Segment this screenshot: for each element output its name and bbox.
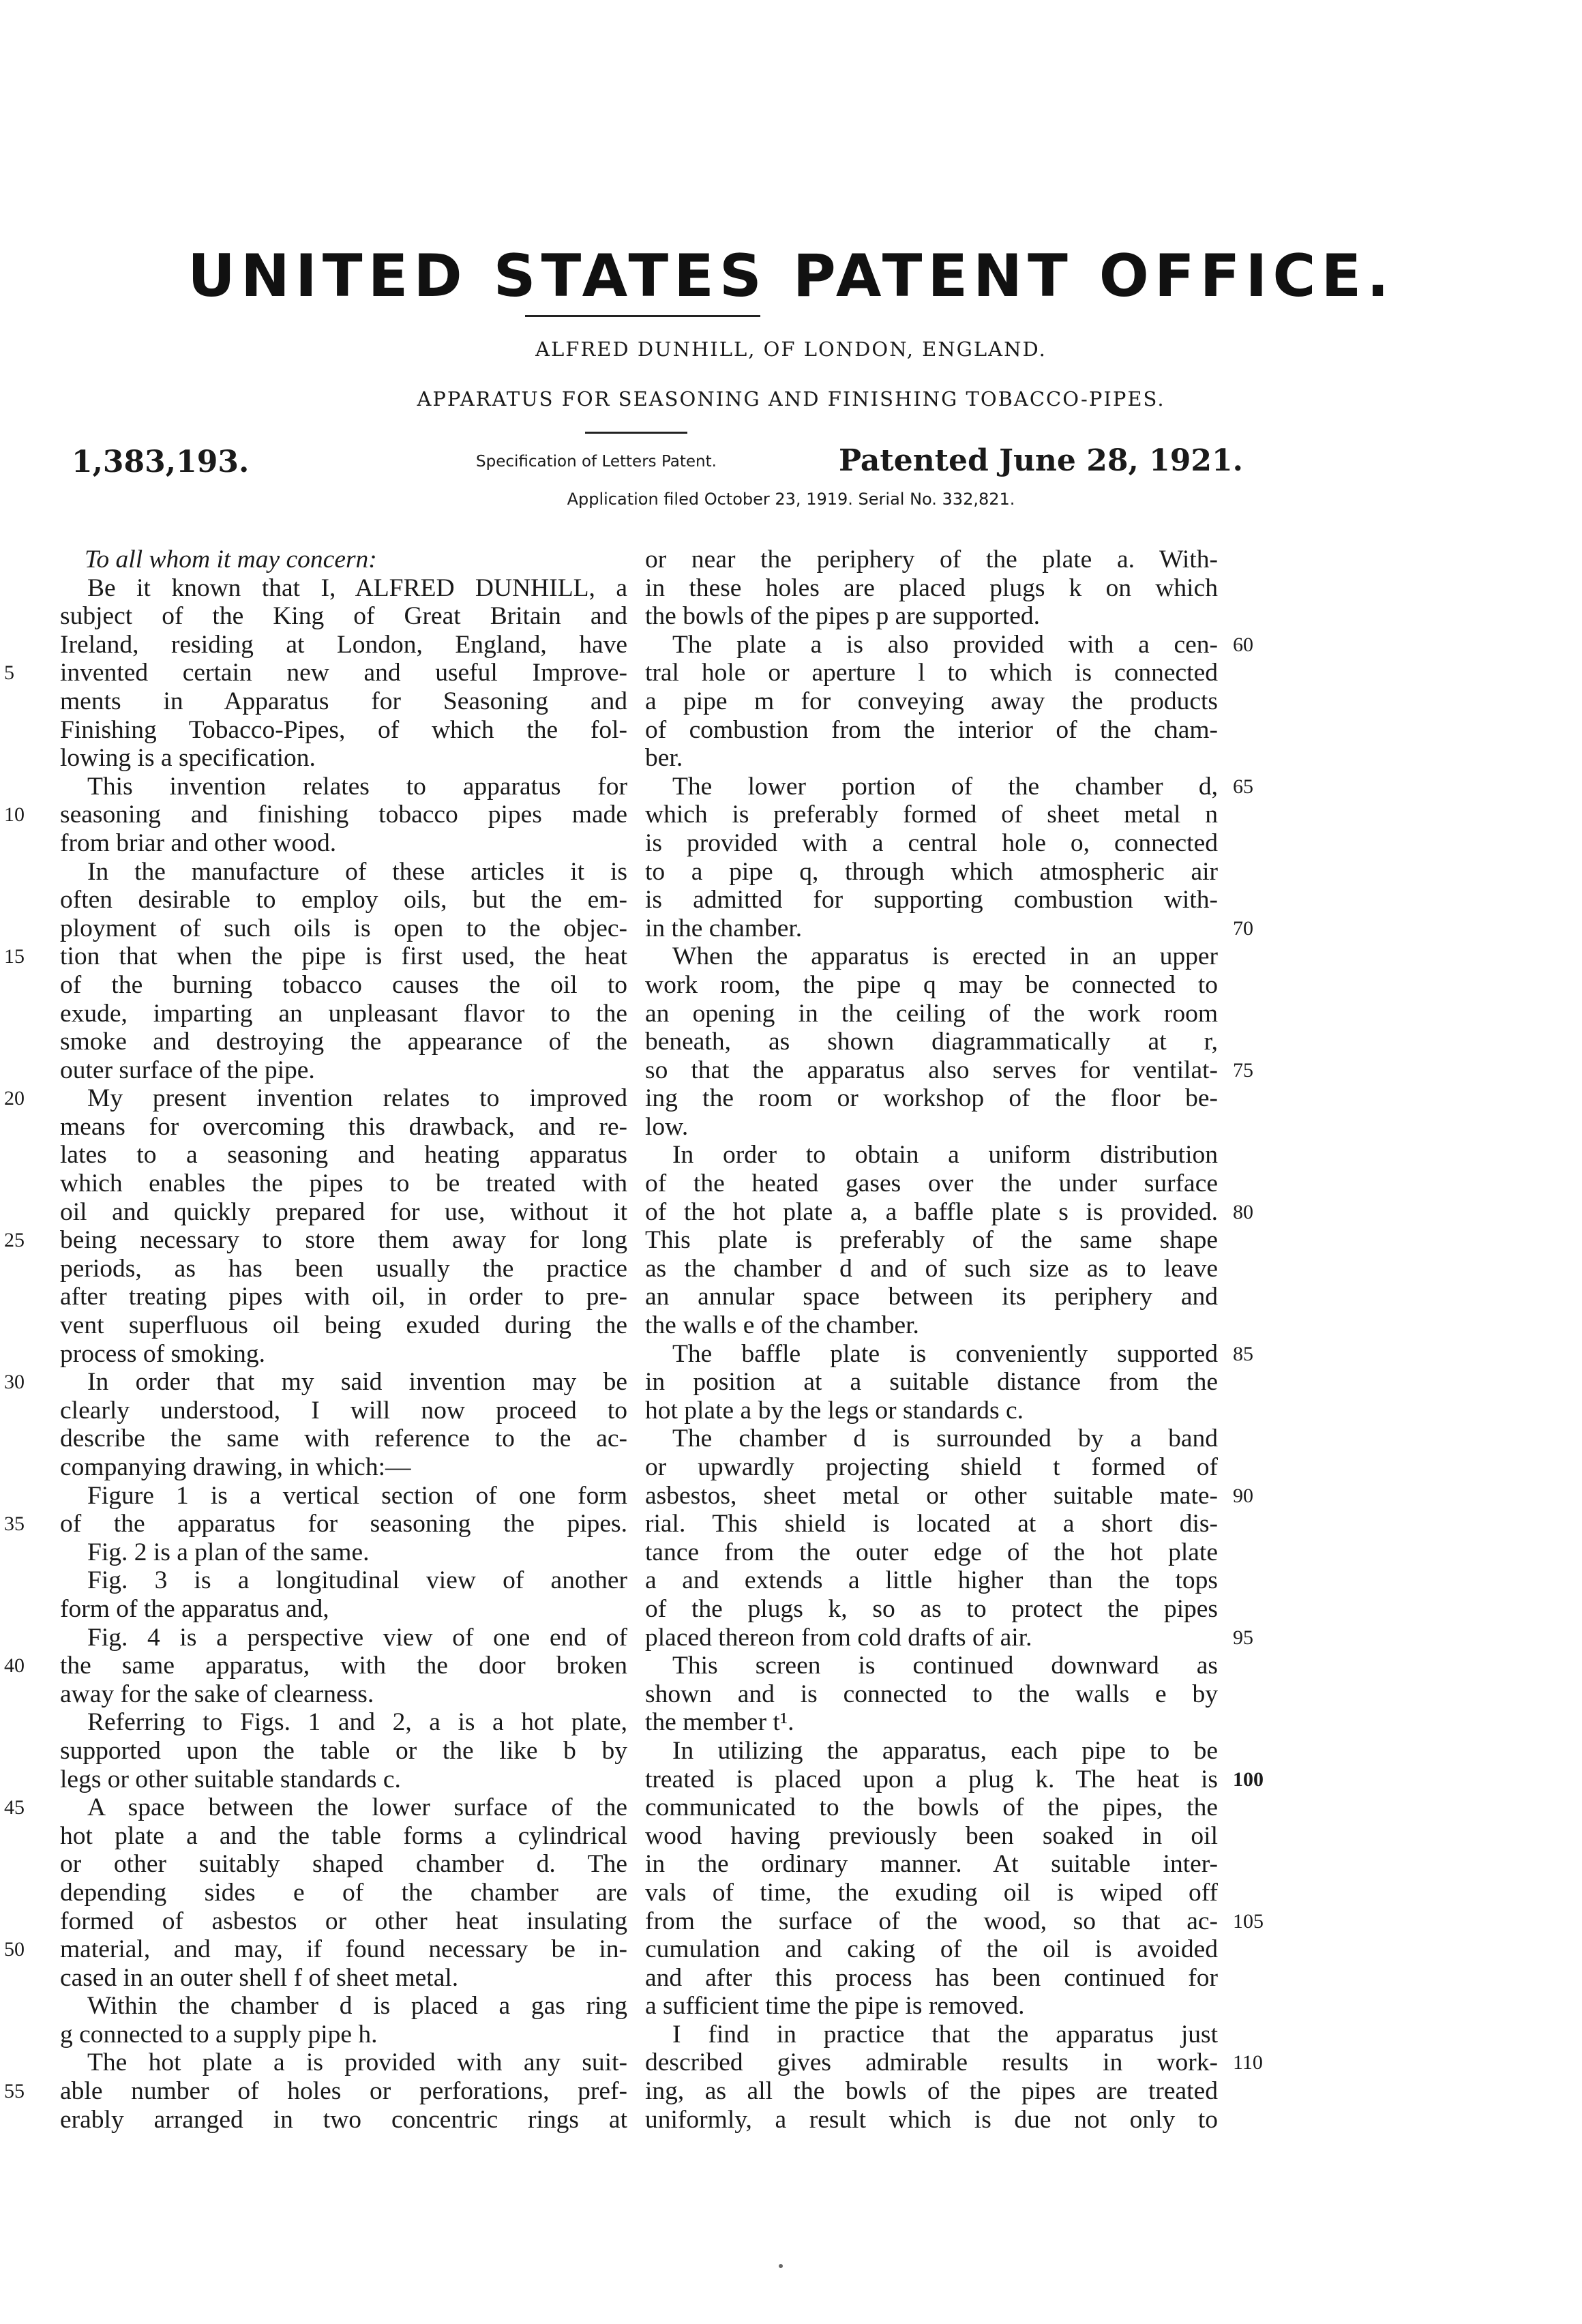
text-line bbox=[645, 801, 1218, 829]
text-line bbox=[645, 2077, 1218, 2106]
text-line bbox=[645, 1822, 1218, 1851]
line-text: In order to obtain a uniform distribution bbox=[672, 1141, 1218, 1170]
line-text: as the chamber d and of such size as to leave bbox=[645, 1254, 1218, 1283]
line-text: g connected to a supply pipe h. bbox=[60, 2020, 378, 2049]
text-line bbox=[4, 659, 627, 687]
text-line bbox=[60, 1056, 627, 1085]
text-line bbox=[4, 1510, 627, 1538]
line-text: or upwardly projecting shield t formed of bbox=[645, 1453, 1218, 1481]
text-line bbox=[645, 744, 1218, 773]
line-text: ber. bbox=[645, 744, 683, 773]
text-line bbox=[60, 1453, 627, 1482]
text-line bbox=[4, 1652, 627, 1680]
line-text: the member t¹. bbox=[645, 1708, 794, 1737]
text-line bbox=[645, 1907, 1264, 1936]
line-text: In order that my said invention may be bbox=[87, 1368, 627, 1397]
text-line bbox=[645, 858, 1218, 887]
line-text: the walls e of the chamber. bbox=[645, 1311, 919, 1340]
line-text: from the surface of the wood, so that ac- bbox=[645, 1907, 1218, 1935]
text-line bbox=[60, 716, 627, 745]
text-line bbox=[4, 1935, 627, 1964]
text-line bbox=[645, 630, 1253, 659]
line-text: the same apparatus, with the door broken bbox=[60, 1652, 627, 1680]
text-line bbox=[60, 2106, 627, 2134]
text-line bbox=[60, 1708, 627, 1737]
text-line bbox=[60, 546, 627, 574]
text-line bbox=[645, 1935, 1218, 1964]
line-text: The lower portion of the chamber d, bbox=[672, 772, 1218, 801]
line-text: which is preferably formed of sheet metal n bbox=[645, 801, 1218, 829]
line-text: The plate a is also provided with a cen- bbox=[672, 630, 1218, 659]
line-text: an opening in the ceiling of the work room bbox=[645, 999, 1218, 1028]
text-line bbox=[645, 1879, 1218, 1907]
line-text: erably arranged in two concentric rings at bbox=[60, 2105, 627, 2134]
line-text: means for overcoming this drawback, and re- bbox=[60, 1112, 627, 1141]
text-line bbox=[645, 1538, 1218, 1567]
line-text: When the apparatus is erected in an upper bbox=[672, 942, 1218, 971]
text-line bbox=[645, 1255, 1218, 1283]
line-text: often desirable to employ oils, but the em- bbox=[60, 886, 627, 914]
text-line bbox=[645, 687, 1218, 716]
line-text: This screen is continued downward as bbox=[672, 1652, 1218, 1680]
text-line bbox=[60, 1397, 627, 1425]
text-line bbox=[645, 1680, 1218, 1709]
line-number: 5 bbox=[4, 661, 14, 685]
line-number: 70 bbox=[1233, 917, 1253, 940]
line-text: The baffle plate is conveniently supported bbox=[672, 1339, 1218, 1368]
text-line bbox=[4, 801, 627, 829]
line-text: of the hot plate a, a baffle plate s is provided. bbox=[645, 1197, 1218, 1226]
line-text: smoke and destroying the appearance of the bbox=[60, 1028, 627, 1056]
text-line bbox=[4, 1368, 627, 1397]
line-text: process of smoking. bbox=[60, 1339, 266, 1368]
invention-title: APPARATUS FOR SEASONING AND FINISHING TOBACCO-PIPES. bbox=[417, 387, 1165, 411]
text-line bbox=[60, 1624, 627, 1652]
text-line bbox=[645, 1170, 1218, 1198]
text-line bbox=[60, 858, 627, 887]
line-text: cumulation and caking of the oil is avoided bbox=[645, 1935, 1218, 1964]
line-text: a and extends a little higher than the tops bbox=[645, 1566, 1218, 1595]
text-line bbox=[645, 1425, 1218, 1453]
line-text: vent superfluous oil being exuded during the bbox=[60, 1311, 627, 1340]
line-number: 75 bbox=[1233, 1058, 1253, 1082]
line-text: of the heated gases over the under surface bbox=[645, 1170, 1218, 1198]
line-text: a pipe m for conveying away the products bbox=[645, 687, 1218, 715]
line-text: I find in practice that the apparatus just bbox=[672, 2020, 1218, 2049]
line-text: to a pipe q, through which atmospheric air bbox=[645, 857, 1218, 886]
text-line bbox=[645, 1737, 1218, 1766]
line-text: periods, as has been usually the practice bbox=[60, 1254, 627, 1283]
line-text: ing, as all the bowls of the pipes are treated bbox=[645, 2077, 1218, 2106]
text-line bbox=[645, 1141, 1218, 1170]
text-line bbox=[4, 1226, 627, 1255]
text-line bbox=[60, 687, 627, 716]
line-text: away for the sake of clearness. bbox=[60, 1680, 374, 1708]
right-text-column bbox=[645, 546, 1264, 2134]
line-text: describe the same with reference to the ac- bbox=[60, 1425, 627, 1453]
line-text: tance from the outer edge of the hot plate bbox=[645, 1538, 1218, 1566]
line-text: Ireland, residing at London, England, have bbox=[60, 630, 627, 659]
line-text: a sufficient time the pipe is removed. bbox=[645, 1992, 1025, 2021]
text-line bbox=[60, 1000, 627, 1028]
line-number: 55 bbox=[4, 2080, 25, 2103]
line-text: an annular space between its periphery and bbox=[645, 1283, 1218, 1311]
line-text: Fig. 4 is a perspective view of one end of bbox=[87, 1623, 627, 1652]
text-line bbox=[645, 772, 1253, 801]
text-line bbox=[645, 971, 1218, 1000]
text-line bbox=[60, 1766, 627, 1794]
text-line bbox=[60, 1566, 627, 1595]
line-text: being necessary to store them away for long bbox=[60, 1226, 627, 1255]
text-line bbox=[645, 1113, 1218, 1142]
text-line bbox=[645, 2021, 1218, 2049]
line-text: wood having previously been soaked in oil bbox=[645, 1821, 1218, 1850]
line-text: hot plate a and the table forms a cylindrical bbox=[60, 1821, 627, 1850]
text-line bbox=[4, 942, 627, 971]
text-line bbox=[645, 1708, 1218, 1737]
line-text: material, and may, if found necessary be in- bbox=[60, 1935, 627, 1964]
text-line bbox=[60, 971, 627, 1000]
text-line bbox=[645, 716, 1218, 745]
text-line bbox=[60, 1879, 627, 1907]
text-line bbox=[60, 2049, 627, 2077]
line-text: In utilizing the apparatus, each pipe to be bbox=[672, 1736, 1218, 1765]
text-line bbox=[60, 1538, 627, 1567]
text-line bbox=[645, 1000, 1218, 1028]
text-line bbox=[645, 1510, 1218, 1538]
line-text: low. bbox=[645, 1112, 689, 1141]
line-text: work room, the pipe q may be connected to bbox=[645, 970, 1218, 999]
text-line bbox=[645, 1368, 1218, 1397]
line-text: Within the chamber d is placed a gas ring bbox=[87, 1992, 627, 2021]
text-line bbox=[645, 1397, 1218, 1425]
line-text: ing the room or workshop of the floor be- bbox=[645, 1084, 1218, 1113]
text-line bbox=[645, 1623, 1253, 1652]
text-line bbox=[60, 1737, 627, 1766]
text-line bbox=[645, 1992, 1218, 2021]
line-text: after treating pipes with oil, in order to pre- bbox=[60, 1283, 627, 1311]
line-number: 45 bbox=[4, 1796, 25, 1819]
text-line bbox=[60, 574, 627, 603]
text-line bbox=[645, 942, 1218, 971]
line-text: uniformly, a result which is due not only to bbox=[645, 2105, 1218, 2134]
line-text: or near the periphery of the plate a. With- bbox=[645, 546, 1218, 573]
text-line bbox=[60, 1822, 627, 1851]
line-text: or other suitably shaped chamber d. The bbox=[60, 1850, 627, 1879]
text-line bbox=[60, 1595, 627, 1624]
line-text: The chamber d is surrounded by a band bbox=[672, 1425, 1218, 1453]
line-number: 30 bbox=[4, 1371, 25, 1394]
line-text: clearly understood, I will now proceed to bbox=[60, 1396, 627, 1425]
text-line bbox=[645, 1481, 1253, 1510]
line-number: 20 bbox=[4, 1087, 25, 1110]
text-line bbox=[645, 1850, 1218, 1879]
line-text: Figure 1 is a vertical section of one form bbox=[87, 1481, 627, 1510]
text-line bbox=[60, 1340, 627, 1369]
text-line bbox=[60, 602, 627, 631]
application-line: Application filed October 23, 1919. Serial No. 332,821. bbox=[567, 490, 1015, 509]
text-line bbox=[60, 2021, 627, 2049]
line-text: so that the apparatus also serves for ventilat- bbox=[645, 1056, 1218, 1084]
line-text: lowing is a specification. bbox=[60, 744, 316, 773]
line-text: invented certain new and useful Improve- bbox=[60, 659, 627, 687]
line-number: 40 bbox=[4, 1654, 25, 1678]
line-text: vals of time, the exuding oil is wiped off bbox=[645, 1878, 1218, 1907]
line-text: is provided with a central hole o, connected bbox=[645, 829, 1218, 857]
line-text: tion that when the pipe is first used, the heat bbox=[60, 942, 627, 971]
text-line bbox=[645, 886, 1218, 914]
text-line bbox=[645, 602, 1218, 631]
line-text: which enables the pipes to be treated with bbox=[60, 1170, 627, 1198]
text-line bbox=[645, 1226, 1218, 1255]
line-text: companying drawing, in which:— bbox=[60, 1453, 411, 1481]
line-text: communicated to the bowls of the pipes, the bbox=[645, 1793, 1218, 1822]
text-line bbox=[645, 574, 1218, 603]
line-text: beneath, as shown diagrammatically at r, bbox=[645, 1028, 1218, 1056]
text-line bbox=[645, 1793, 1218, 1822]
line-text: in position at a suitable distance from the bbox=[645, 1368, 1218, 1397]
line-text: The hot plate a is provided with any suit- bbox=[87, 2049, 627, 2077]
text-line bbox=[60, 744, 627, 773]
line-text: tral hole or aperture l to which is connected bbox=[645, 659, 1218, 687]
text-line bbox=[645, 1964, 1218, 1993]
line-text: form of the apparatus and, bbox=[60, 1594, 329, 1623]
line-number: 100 bbox=[1233, 1768, 1264, 1791]
line-number: 105 bbox=[1233, 1909, 1264, 1933]
line-text: formed of asbestos or other heat insulating bbox=[60, 1907, 627, 1935]
line-text: lates to a seasoning and heating apparatus bbox=[60, 1141, 627, 1170]
line-text: depending sides e of the chamber are bbox=[60, 1878, 627, 1907]
text-line bbox=[60, 1283, 627, 1311]
line-text: placed thereon from cold drafts of air. bbox=[645, 1623, 1032, 1652]
line-number: 15 bbox=[4, 945, 25, 968]
line-text: A space between the lower surface of the bbox=[87, 1793, 627, 1822]
text-line bbox=[645, 1765, 1264, 1794]
text-line bbox=[645, 2049, 1263, 2077]
line-text: exude, imparting an unpleasant flavor to the bbox=[60, 999, 627, 1028]
line-number: 35 bbox=[4, 1513, 25, 1536]
line-text: in the ordinary manner. At suitable inter- bbox=[645, 1850, 1218, 1879]
left-text-column bbox=[4, 546, 627, 2134]
text-line bbox=[645, 1056, 1253, 1085]
line-text: of the plugs k, so as to protect the pipes bbox=[645, 1594, 1218, 1623]
line-text: able number of holes or perforations, pref- bbox=[60, 2077, 627, 2106]
text-line bbox=[60, 1141, 627, 1170]
line-text: To all whom it may concern: bbox=[85, 546, 377, 573]
text-line bbox=[645, 1566, 1218, 1595]
line-text: cased in an outer shell f of sheet metal. bbox=[60, 1963, 459, 1992]
text-line bbox=[645, 829, 1218, 858]
line-text: This invention relates to apparatus for bbox=[87, 772, 627, 801]
text-line bbox=[60, 1255, 627, 1283]
line-text: of the apparatus for seasoning the pipes. bbox=[60, 1510, 627, 1538]
line-text: ments in Apparatus for Seasoning and bbox=[60, 687, 627, 715]
line-text: rial. This shield is located at a short dis- bbox=[645, 1510, 1218, 1538]
line-number: 60 bbox=[1233, 633, 1253, 656]
text-line bbox=[645, 546, 1218, 574]
line-text: oil and quickly prepared for use, without it bbox=[60, 1197, 627, 1226]
text-line bbox=[645, 2106, 1218, 2134]
text-line bbox=[645, 1453, 1218, 1482]
line-number: 95 bbox=[1233, 1626, 1253, 1649]
subtitle-rule bbox=[585, 432, 687, 434]
text-line bbox=[645, 1084, 1218, 1113]
text-line bbox=[60, 1482, 627, 1510]
text-line bbox=[645, 1652, 1218, 1680]
line-text: subject of the King of Great Britain and bbox=[60, 602, 627, 631]
text-line bbox=[60, 914, 627, 943]
line-text: ployment of such oils is open to the objec- bbox=[60, 914, 627, 942]
line-number: 85 bbox=[1233, 1342, 1253, 1365]
line-text: of combustion from the interior of the cham- bbox=[645, 715, 1218, 744]
text-line bbox=[60, 1028, 627, 1056]
line-text: hot plate a by the legs or standards c. bbox=[645, 1396, 1024, 1425]
line-number: 10 bbox=[4, 803, 25, 826]
line-text: This plate is preferably of the same shape bbox=[645, 1226, 1218, 1255]
text-line bbox=[645, 659, 1218, 687]
text-line bbox=[60, 1311, 627, 1340]
text-line bbox=[60, 1964, 627, 1993]
line-text: My present invention relates to improved bbox=[87, 1084, 627, 1113]
text-line bbox=[60, 1170, 627, 1198]
text-line bbox=[60, 1907, 627, 1936]
page-speck bbox=[779, 2264, 783, 2268]
line-text: outer surface of the pipe. bbox=[60, 1056, 315, 1084]
patent-number: 1,383,193. bbox=[72, 445, 250, 479]
line-text: treated is placed upon a plug k. The heat is bbox=[645, 1765, 1218, 1793]
text-line bbox=[60, 773, 627, 801]
text-line bbox=[645, 1197, 1253, 1227]
specification-label: Specification of Letters Patent. bbox=[476, 453, 717, 471]
text-line bbox=[60, 631, 627, 659]
title-rule bbox=[525, 315, 760, 317]
text-line bbox=[645, 1595, 1218, 1624]
line-number: 25 bbox=[4, 1229, 25, 1252]
line-text: shown and is connected to the walls e by bbox=[645, 1680, 1218, 1708]
text-line bbox=[60, 1850, 627, 1879]
line-text: of the burning tobacco causes the oil to bbox=[60, 970, 627, 999]
text-line bbox=[60, 1198, 627, 1227]
text-line bbox=[645, 1311, 1218, 1340]
line-text: Finishing Tobacco-Pipes, of which the fol- bbox=[60, 715, 627, 744]
line-number: 50 bbox=[4, 1938, 25, 1961]
line-text: in these holes are placed plugs k on which bbox=[645, 573, 1218, 602]
line-text: supported upon the table or the like b by bbox=[60, 1736, 627, 1765]
line-text: Referring to Figs. 1 and 2, a is a hot plate, bbox=[87, 1708, 627, 1737]
line-text: seasoning and finishing tobacco pipes made bbox=[60, 801, 627, 829]
text-line bbox=[4, 1793, 627, 1822]
text-line bbox=[645, 1028, 1218, 1056]
line-text: asbestos, sheet metal or other suitable mate- bbox=[645, 1481, 1218, 1510]
text-line bbox=[60, 1425, 627, 1453]
line-number: 65 bbox=[1233, 775, 1253, 798]
text-line bbox=[645, 1339, 1253, 1369]
line-number: 110 bbox=[1233, 2051, 1263, 2074]
line-number: 90 bbox=[1233, 1484, 1253, 1507]
office-title: UNITED STATES PATENT OFFICE. bbox=[188, 242, 1394, 310]
text-line bbox=[60, 1113, 627, 1142]
line-text: from briar and other wood. bbox=[60, 829, 337, 857]
text-line bbox=[4, 1084, 627, 1113]
line-text: Be it known that I, ALFRED DUNHILL, a bbox=[87, 573, 627, 602]
patented-date: Patented June 28, 1921. bbox=[839, 443, 1243, 478]
text-line bbox=[60, 1992, 627, 2021]
text-line bbox=[60, 829, 627, 858]
text-line bbox=[4, 2077, 627, 2106]
text-line bbox=[60, 886, 627, 914]
line-number: 80 bbox=[1233, 1200, 1253, 1223]
inventor-line: ALFRED DUNHILL, OF LONDON, ENGLAND. bbox=[535, 338, 1047, 361]
line-text: is admitted for supporting combustion with- bbox=[645, 886, 1218, 914]
line-text: legs or other suitable standards c. bbox=[60, 1765, 401, 1793]
text-line bbox=[645, 1283, 1218, 1311]
line-text: In the manufacture of these articles it is bbox=[87, 857, 627, 886]
text-line bbox=[60, 1680, 627, 1709]
line-text: the bowls of the pipes p are supported. bbox=[645, 602, 1041, 631]
text-line bbox=[645, 914, 1253, 943]
line-text: Fig. 2 is a plan of the same. bbox=[87, 1538, 370, 1566]
line-text: and after this process has been continued for bbox=[645, 1963, 1218, 1992]
line-text: in the chamber. bbox=[645, 914, 803, 942]
line-text: described gives admirable results in work- bbox=[645, 2049, 1218, 2077]
line-text: Fig. 3 is a longitudinal view of another bbox=[87, 1566, 627, 1595]
